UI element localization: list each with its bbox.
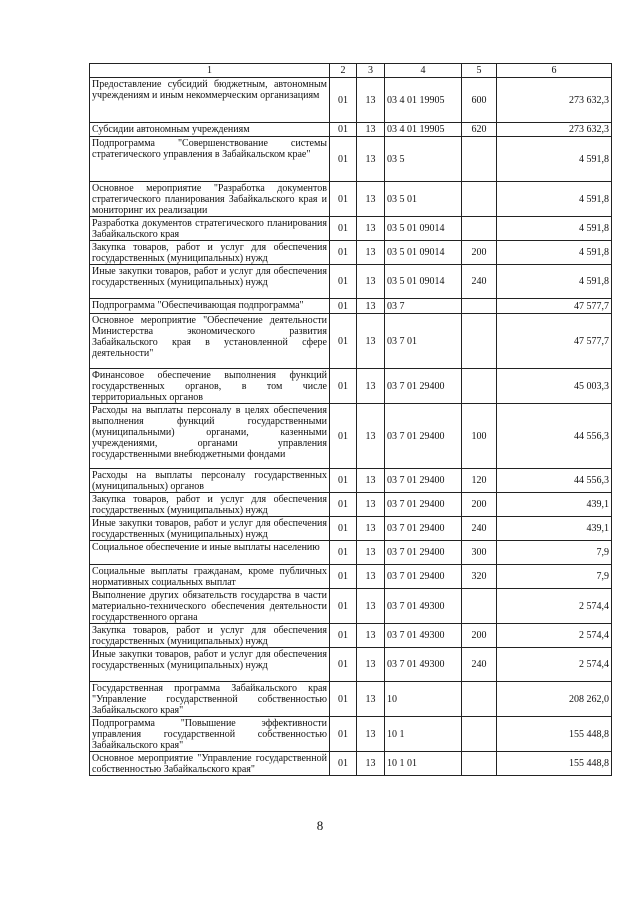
row-c4-cell: 03 4 01 19905	[385, 78, 462, 123]
row-c6-cell: 273 632,3	[497, 123, 612, 137]
row-c3-cell: 13	[357, 314, 385, 369]
row-c6-cell: 7,9	[497, 541, 612, 565]
row-c5-cell	[462, 682, 497, 717]
table-row	[90, 648, 612, 682]
row-c5-cell: 100	[462, 404, 497, 469]
table-row	[90, 369, 612, 404]
row-c2-cell: 01	[330, 369, 357, 404]
row-c5-cell	[462, 589, 497, 624]
row-c2-cell: 01	[330, 265, 357, 299]
row-name-cell: Основное мероприятие "Разработка документов стратегического планирования Забайкальского края и мониторинг их реализации	[90, 182, 330, 217]
row-c3-cell: 13	[357, 517, 385, 541]
row-c3-cell: 13	[357, 265, 385, 299]
table-row	[90, 682, 612, 717]
row-c3-cell: 13	[357, 241, 385, 265]
table-row	[90, 589, 612, 624]
row-c6-cell: 47 577,7	[497, 299, 612, 314]
row-c4-cell: 03 7 01 29400	[385, 517, 462, 541]
row-name-cell: Иные закупки товаров, работ и услуг для обеспечения государственных (муниципальных) нужд	[90, 648, 330, 682]
row-c4-cell: 03 7 01 49300	[385, 648, 462, 682]
header-row	[90, 64, 612, 78]
row-c6-cell: 155 448,8	[497, 752, 612, 776]
row-c2-cell: 01	[330, 299, 357, 314]
row-c5-cell: 240	[462, 517, 497, 541]
row-c5-cell	[462, 752, 497, 776]
row-c6-cell: 44 556,3	[497, 469, 612, 493]
row-c3-cell: 13	[357, 182, 385, 217]
row-c2-cell: 01	[330, 565, 357, 589]
table-row	[90, 299, 612, 314]
row-c3-cell: 13	[357, 469, 385, 493]
row-c5-cell: 200	[462, 241, 497, 265]
row-c2-cell: 01	[330, 648, 357, 682]
row-c6-cell: 4 591,8	[497, 182, 612, 217]
row-c5-cell	[462, 314, 497, 369]
row-c4-cell: 03 7 01 29400	[385, 469, 462, 493]
row-c3-cell: 13	[357, 123, 385, 137]
row-c4-cell: 03 5 01 09014	[385, 265, 462, 299]
budget-table	[89, 63, 612, 776]
table-row	[90, 565, 612, 589]
row-c4-cell: 03 5 01 09014	[385, 217, 462, 241]
table-row	[90, 517, 612, 541]
row-c2-cell: 01	[330, 682, 357, 717]
row-name-cell: Расходы на выплаты персоналу в целях обеспечения выполнения функций государственными (муниципальными) органами, казенными учреждениями, органами управления государственными внебюджетными фондами	[90, 404, 330, 469]
table-row	[90, 314, 612, 369]
row-c3-cell: 13	[357, 589, 385, 624]
table-row	[90, 265, 612, 299]
row-c3-cell: 13	[357, 137, 385, 182]
row-c4-cell: 10 1	[385, 717, 462, 752]
row-name-cell: Подпрограмма "Совершенствование системы стратегического управления в Забайкальском крае"	[90, 137, 330, 182]
table-row	[90, 217, 612, 241]
row-c3-cell: 13	[357, 648, 385, 682]
row-name-cell: Разработка документов стратегического планирования Забайкальского края	[90, 217, 330, 241]
table-row	[90, 78, 612, 123]
row-c5-cell: 200	[462, 624, 497, 648]
row-c5-cell	[462, 137, 497, 182]
row-c4-cell: 10 1 01	[385, 752, 462, 776]
row-c2-cell: 01	[330, 78, 357, 123]
row-name-cell: Основное мероприятие "Управление государственной собственностью Забайкальского края"	[90, 752, 330, 776]
row-c2-cell: 01	[330, 752, 357, 776]
row-c4-cell: 03 7 01 29400	[385, 565, 462, 589]
row-name-cell: Социальное обеспечение и иные выплаты населению	[90, 541, 330, 565]
header-cell: 4	[385, 64, 462, 78]
row-c4-cell: 03 5 01	[385, 182, 462, 217]
row-name-cell: Закупка товаров, работ и услуг для обеспечения государственных (муниципальных) нужд	[90, 493, 330, 517]
row-c2-cell: 01	[330, 624, 357, 648]
row-c3-cell: 13	[357, 565, 385, 589]
row-c2-cell: 01	[330, 717, 357, 752]
row-c4-cell: 03 7 01 29400	[385, 493, 462, 517]
row-c5-cell: 620	[462, 123, 497, 137]
row-c4-cell: 03 7 01 29400	[385, 404, 462, 469]
row-name-cell: Закупка товаров, работ и услуг для обеспечения государственных (муниципальных) нужд	[90, 241, 330, 265]
row-c4-cell: 03 7 01 29400	[385, 541, 462, 565]
row-c6-cell: 4 591,8	[497, 217, 612, 241]
row-c3-cell: 13	[357, 717, 385, 752]
row-c6-cell: 2 574,4	[497, 648, 612, 682]
row-name-cell: Социальные выплаты гражданам, кроме публичных нормативных социальных выплат	[90, 565, 330, 589]
row-c6-cell: 208 262,0	[497, 682, 612, 717]
header-cell: 5	[462, 64, 497, 78]
row-c6-cell: 4 591,8	[497, 265, 612, 299]
row-c2-cell: 01	[330, 182, 357, 217]
table-row	[90, 541, 612, 565]
row-c3-cell: 13	[357, 541, 385, 565]
row-c3-cell: 13	[357, 624, 385, 648]
row-name-cell: Иные закупки товаров, работ и услуг для обеспечения государственных (муниципальных) нужд	[90, 265, 330, 299]
row-c4-cell: 10	[385, 682, 462, 717]
table-row	[90, 469, 612, 493]
table-row	[90, 241, 612, 265]
row-c2-cell: 01	[330, 314, 357, 369]
row-c2-cell: 01	[330, 137, 357, 182]
table-row	[90, 493, 612, 517]
row-c5-cell: 200	[462, 493, 497, 517]
row-c2-cell: 01	[330, 541, 357, 565]
page-number: 8	[316, 818, 324, 833]
row-name-cell: Закупка товаров, работ и услуг для обеспечения государственных (муниципальных) нужд	[90, 624, 330, 648]
row-c4-cell: 03 7 01	[385, 314, 462, 369]
header-cell: 6	[497, 64, 612, 78]
row-c5-cell	[462, 299, 497, 314]
row-c4-cell: 03 7	[385, 299, 462, 314]
row-c4-cell: 03 4 01 19905	[385, 123, 462, 137]
row-c6-cell: 4 591,8	[497, 241, 612, 265]
row-c3-cell: 13	[357, 493, 385, 517]
row-c5-cell: 240	[462, 648, 497, 682]
row-c6-cell: 4 591,8	[497, 137, 612, 182]
table-row	[90, 752, 612, 776]
header-cell: 2	[330, 64, 357, 78]
row-name-cell: Иные закупки товаров, работ и услуг для обеспечения государственных (муниципальных) нужд	[90, 517, 330, 541]
row-c3-cell: 13	[357, 404, 385, 469]
row-c3-cell: 13	[357, 752, 385, 776]
row-c2-cell: 01	[330, 493, 357, 517]
row-c6-cell: 47 577,7	[497, 314, 612, 369]
row-name-cell: Финансовое обеспечение выполнения функций государственных органов, в том числе территориальных органов	[90, 369, 330, 404]
row-c3-cell: 13	[357, 217, 385, 241]
row-c2-cell: 01	[330, 404, 357, 469]
row-name-cell: Подпрограмма "Повышение эффективности управления государственной собственностью Забайкальского края"	[90, 717, 330, 752]
row-c4-cell: 03 7 01 29400	[385, 369, 462, 404]
row-c2-cell: 01	[330, 123, 357, 137]
row-c4-cell: 03 7 01 49300	[385, 624, 462, 648]
row-c6-cell: 273 632,3	[497, 78, 612, 123]
row-c5-cell	[462, 369, 497, 404]
row-c6-cell: 45 003,3	[497, 369, 612, 404]
row-c2-cell: 01	[330, 469, 357, 493]
row-c6-cell: 2 574,4	[497, 624, 612, 648]
row-c2-cell: 01	[330, 589, 357, 624]
row-c5-cell	[462, 182, 497, 217]
row-c6-cell: 44 556,3	[497, 404, 612, 469]
row-c6-cell: 155 448,8	[497, 717, 612, 752]
row-name-cell: Субсидии автономным учреждениям	[90, 123, 330, 137]
row-name-cell: Подпрограмма "Обеспечивающая подпрограмма"	[90, 299, 330, 314]
row-c5-cell: 120	[462, 469, 497, 493]
row-c6-cell: 2 574,4	[497, 589, 612, 624]
row-c3-cell: 13	[357, 78, 385, 123]
header-cell: 1	[90, 64, 330, 78]
row-c3-cell: 13	[357, 299, 385, 314]
row-c6-cell: 439,1	[497, 517, 612, 541]
row-c5-cell	[462, 717, 497, 752]
row-c2-cell: 01	[330, 241, 357, 265]
row-c5-cell: 300	[462, 541, 497, 565]
row-name-cell: Расходы на выплаты персоналу государственных (муниципальных) органов	[90, 469, 330, 493]
table-row	[90, 137, 612, 182]
row-name-cell: Основное мероприятие "Обеспечение деятельности Министерства экономического развития Забайкальского края в установленной сфере деятельности"	[90, 314, 330, 369]
row-c4-cell: 03 5 01 09014	[385, 241, 462, 265]
table-row	[90, 123, 612, 137]
row-c2-cell: 01	[330, 217, 357, 241]
table-row	[90, 624, 612, 648]
row-c3-cell: 13	[357, 682, 385, 717]
row-c5-cell: 320	[462, 565, 497, 589]
row-name-cell: Выполнение других обязательств государства в части материально-технического обеспечения деятельности государственного органа	[90, 589, 330, 624]
row-c6-cell: 7,9	[497, 565, 612, 589]
row-c6-cell: 439,1	[497, 493, 612, 517]
header-cell: 3	[357, 64, 385, 78]
row-name-cell: Государственная программа Забайкальского края "Управление государственной собственностью Забайкальского края"	[90, 682, 330, 717]
table-row	[90, 404, 612, 469]
row-c5-cell	[462, 217, 497, 241]
row-c5-cell: 240	[462, 265, 497, 299]
row-c4-cell: 03 7 01 49300	[385, 589, 462, 624]
row-c3-cell: 13	[357, 369, 385, 404]
row-name-cell: Предоставление субсидий бюджетным, автономным учреждениям и иным некоммерческим организациям	[90, 78, 330, 123]
table-row	[90, 182, 612, 217]
table-row	[90, 717, 612, 752]
row-c5-cell: 600	[462, 78, 497, 123]
row-c4-cell: 03 5	[385, 137, 462, 182]
row-c2-cell: 01	[330, 517, 357, 541]
